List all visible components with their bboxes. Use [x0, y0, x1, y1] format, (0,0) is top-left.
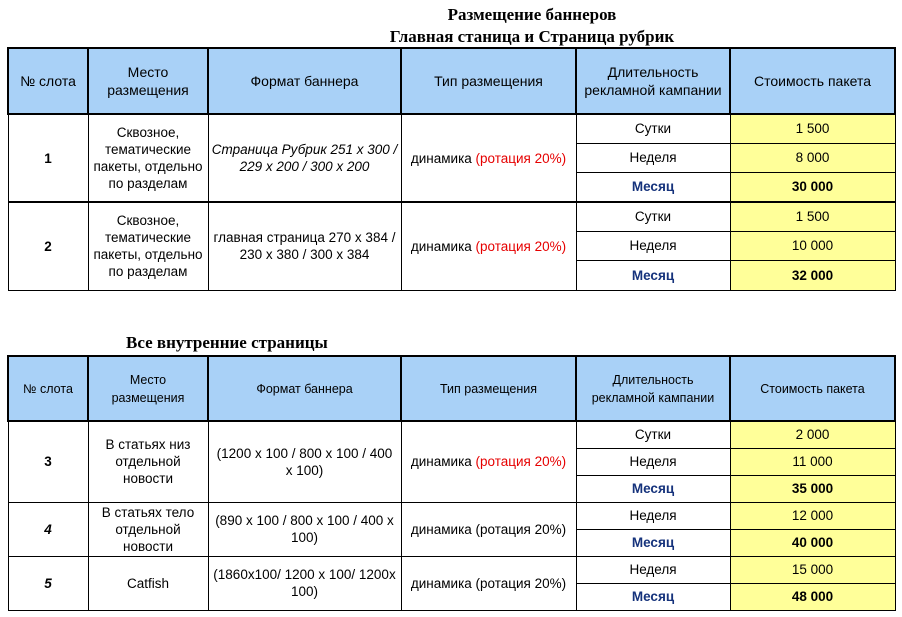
rotation-text: (ротация 20%) — [475, 238, 567, 254]
type-cell — [401, 202, 576, 290]
header-type: Тип размещения — [401, 48, 576, 114]
type-cell — [401, 114, 576, 202]
rotation-text: (ротация 20%) — [475, 150, 567, 166]
price-cell: 1 500 — [730, 114, 895, 143]
price-cell: 30 000 — [730, 172, 895, 202]
table-row — [8, 202, 895, 231]
type-cell — [401, 421, 576, 502]
header-place: Место размещения — [88, 356, 208, 421]
duration-cell: Месяц — [576, 475, 730, 502]
price-cell: 2 000 — [730, 421, 895, 448]
duration-cell: Неделя — [576, 143, 730, 172]
header-duration: Длительность рекламной кампании — [576, 48, 730, 114]
price-cell: 15 000 — [730, 556, 895, 583]
duration-cell: Неделя — [576, 448, 730, 475]
price-cell: 11 000 — [730, 448, 895, 475]
slot-number: 2 — [8, 202, 88, 290]
rotation-text: (ротация 20%) — [475, 454, 567, 470]
page-title — [0, 4, 902, 48]
table-header-row — [8, 356, 895, 421]
duration-cell: Месяц — [576, 172, 730, 202]
header-place: Место размещения — [88, 48, 208, 114]
price-cell: 40 000 — [730, 529, 895, 556]
price-cell: 32 000 — [730, 260, 895, 290]
format-cell: главная страница 270 x 384 / 230 x 380 / 300 x 384 — [208, 202, 401, 290]
pricing-table-inner — [7, 355, 896, 611]
type-text: динамика — [410, 454, 476, 470]
header-format: Формат баннера — [208, 356, 401, 421]
format-cell: (1860x100/ 1200 x 100/ 1200x 100) — [208, 556, 401, 610]
duration-cell: Сутки — [576, 202, 730, 231]
table-row — [8, 502, 895, 529]
slot-number: 5 — [8, 556, 88, 610]
price-cell: 35 000 — [730, 475, 895, 502]
price-cell: 12 000 — [730, 502, 895, 529]
title-line-1: Размещение баннеров — [447, 5, 617, 24]
duration-cell: Неделя — [576, 502, 730, 529]
placement-cell: В статьях низ отдельной новости — [88, 421, 208, 502]
placement-cell: Сквозное, тематические пакеты, отдельно по разделам — [88, 114, 208, 202]
header-price: Стоимость пакета — [730, 356, 895, 421]
title-line-2: Главная станица и Страница рубрик — [389, 27, 675, 46]
price-cell: 1 500 — [730, 202, 895, 231]
slot-number: 4 — [8, 502, 88, 556]
duration-cell: Сутки — [576, 114, 730, 143]
placement-cell: Сквозное, тематические пакеты, отдельно по разделам — [88, 202, 208, 290]
header-format: Формат баннера — [208, 48, 401, 114]
duration-cell: Месяц — [576, 260, 730, 290]
type-cell: динамика (ротация 20%) — [401, 502, 576, 556]
duration-cell: Месяц — [576, 529, 730, 556]
type-text: динамика — [410, 238, 476, 254]
table-header-row — [8, 48, 895, 114]
price-cell: 10 000 — [730, 231, 895, 260]
header-slot: № слота — [8, 48, 88, 114]
header-price: Стоимость пакета — [730, 48, 895, 114]
duration-cell: Сутки — [576, 421, 730, 448]
format-cell: Страница Рубрик 251 x 300 / 229 x 200 / 300 x 200 — [208, 114, 401, 202]
duration-cell: Месяц — [576, 583, 730, 610]
slot-number: 1 — [8, 114, 88, 202]
header-slot: № слота — [8, 356, 88, 421]
table-row — [8, 421, 895, 448]
pricing-table-main — [7, 47, 896, 291]
slot-number: 3 — [8, 421, 88, 502]
format-cell: (890 x 100 / 800 x 100 / 400 x 100) — [208, 502, 401, 556]
type-text: динамика — [410, 150, 476, 166]
table-row — [8, 114, 895, 143]
placement-cell: Catfish — [88, 556, 208, 610]
price-cell: 8 000 — [730, 143, 895, 172]
type-cell: динамика (ротация 20%) — [401, 556, 576, 610]
format-cell: (1200 x 100 / 800 x 100 / 400 x 100) — [208, 421, 401, 502]
table-row — [8, 556, 895, 583]
price-cell: 48 000 — [730, 583, 895, 610]
duration-cell: Неделя — [576, 556, 730, 583]
header-type: Тип размещения — [401, 356, 576, 421]
duration-cell: Неделя — [576, 231, 730, 260]
section-title: Все внутренние страницы — [126, 333, 328, 352]
placement-cell: В статьях тело отдельной новости — [88, 502, 208, 556]
header-duration: Длительность рекламной кампании — [576, 356, 730, 421]
